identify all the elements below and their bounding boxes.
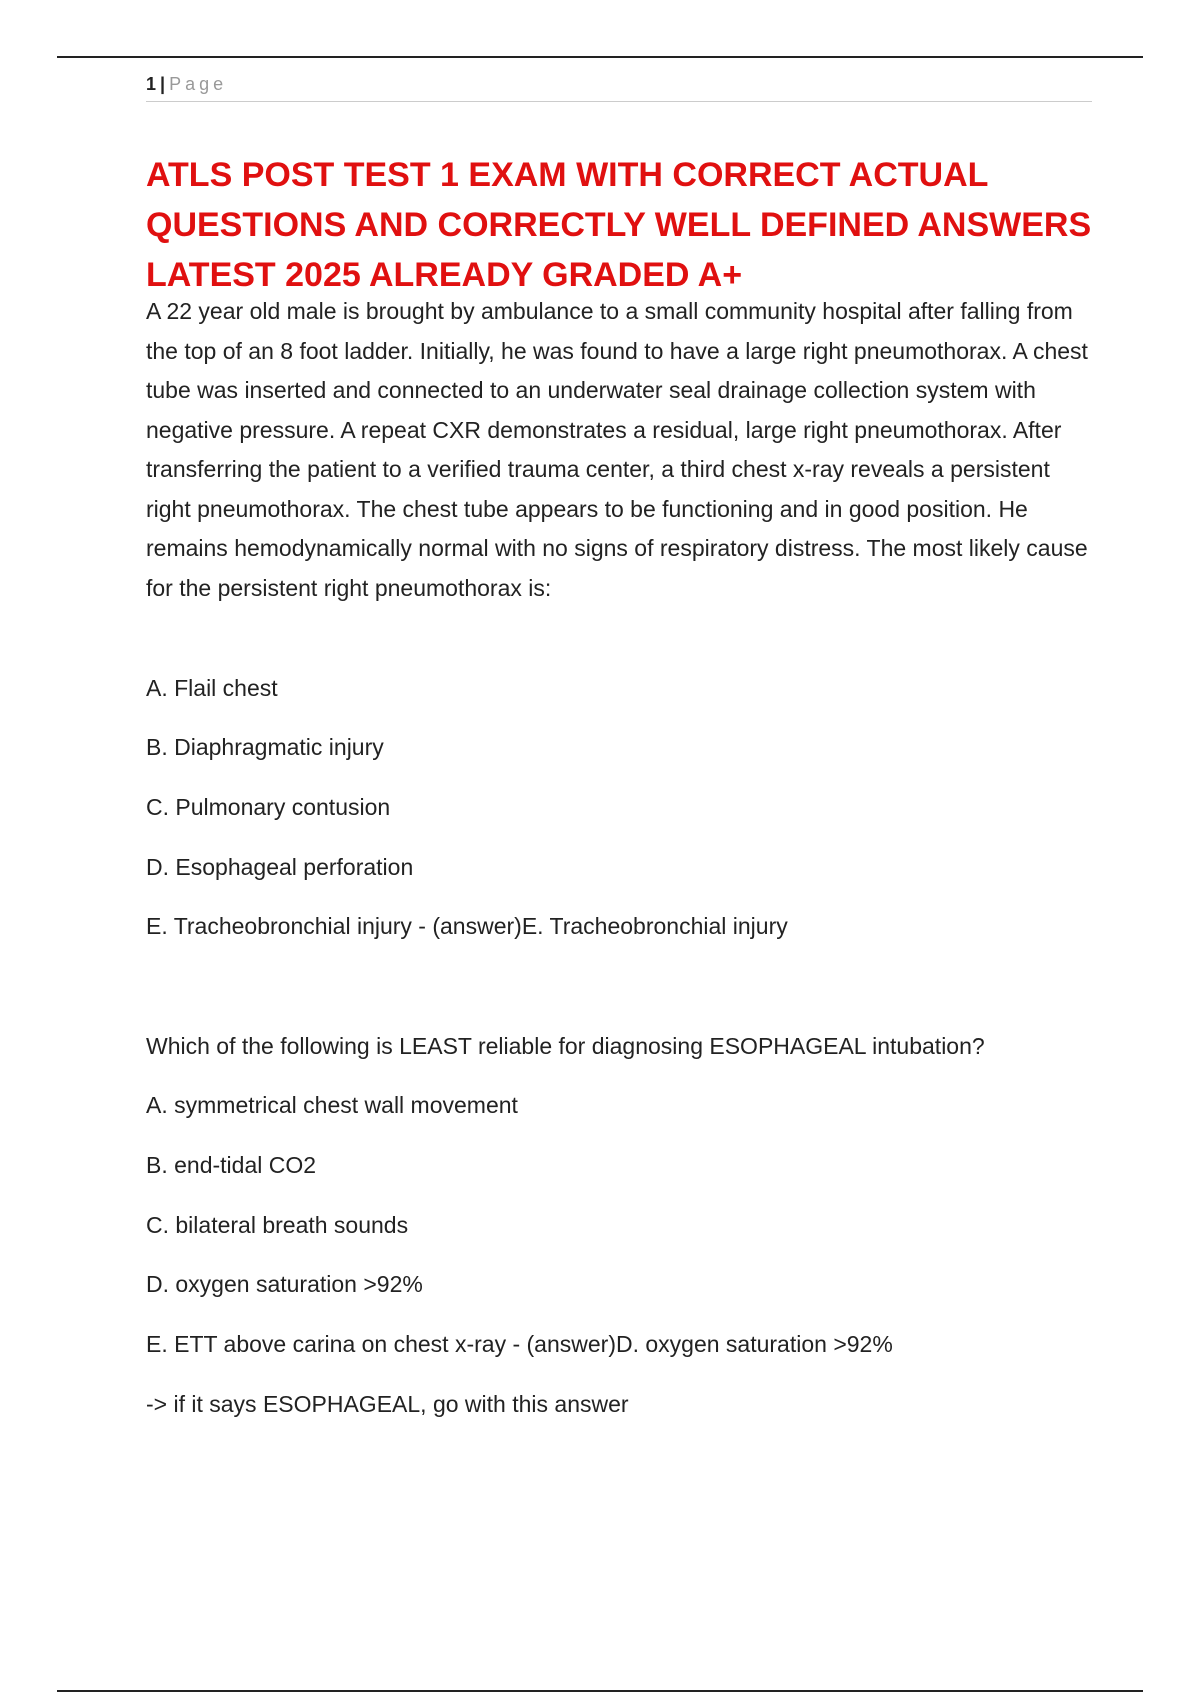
question-1-option-a: A. Flail chest (146, 675, 278, 701)
question-1-option-d: D. Esophageal perforation (146, 854, 414, 880)
document-title: ATLS POST TEST 1 EXAM WITH CORRECT ACTUAL QUESTIONS AND CORRECTLY WELL DEFINED ANSWERS LATEST 2025 ALREADY GRADED A+ (146, 156, 1092, 294)
question-2-note: -> if it says ESOPHAGEAL, go with this answer (146, 1391, 629, 1417)
question-2-option-c: C. bilateral breath sounds (146, 1212, 409, 1238)
question-1-stem: A 22 year old male is brought by ambulance to a small community hospital after falling from the top of an 8 foot ladder. Initially, he was found to have a large right pneumothorax. A chest tube was inserted and connected to an underwater seal drainage collection system with negative pressure. A repeat CXR demonstrates a residual, large right pneumothorax. After transferring the patient to a verified trauma center, a third chest x-ray reveals a persistent right pneumothorax. The chest tube appears to be functioning and in good position. He remains hemodynamically normal with no signs of respiratory distress. The most likely cause for the persistent right pneumothorax is: (146, 298, 1088, 601)
question-1-option-b: B. Diaphragmatic injury (146, 734, 384, 760)
question-2-option-a: A. symmetrical chest wall movement (146, 1092, 518, 1118)
question-1-option-e-answer: E. Tracheobronchial injury - (answer)E. Tracheobronchial injury (146, 913, 788, 939)
question-2-option-e-answer: E. ETT above carina on chest x-ray - (answer)D. oxygen saturation >92% (146, 1331, 893, 1357)
page-label: Page (169, 74, 228, 94)
bottom-rule (57, 1690, 1143, 1692)
page-number: 1 (146, 74, 157, 94)
question-2-stem: Which of the following is LEAST reliable for diagnosing ESOPHAGEAL intubation? (146, 1033, 985, 1059)
page-header (146, 74, 1092, 102)
top-rule (57, 56, 1143, 58)
question-2-option-b: B. end-tidal CO2 (146, 1152, 317, 1178)
question-1-option-c: C. Pulmonary contusion (146, 794, 391, 820)
question-2-option-d: D. oxygen saturation >92% (146, 1271, 423, 1297)
page-separator: | (160, 74, 166, 94)
